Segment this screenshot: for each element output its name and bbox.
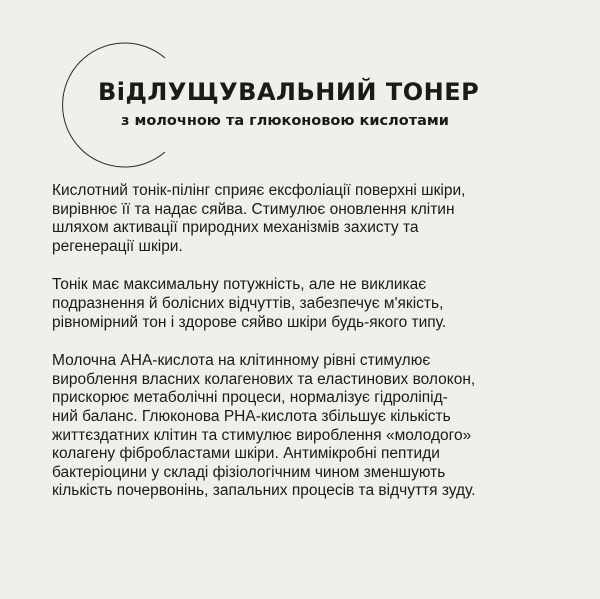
text-line: Тонік має максимальну потужність, але не викликає: [52, 276, 427, 294]
text-line: Кислотний тонік-пілінг сприяє ексфоліації поверхні шкіри,: [52, 182, 466, 199]
text-line: бактеріоцини у складі фізіологічним чином зменшують: [52, 463, 446, 481]
text-line: шляхом активації природних механізмів захисту та: [52, 219, 419, 237]
paragraph-acids: [52, 352, 572, 501]
page-title: BiДЛУЩУВАЛЬНИЙ ТОНЕР: [98, 78, 480, 106]
header: [98, 78, 479, 130]
paragraph-potency: [52, 276, 572, 332]
text-line: рівномірний тон і здорове сяйво шкіри будь-якого типу.: [52, 313, 447, 331]
text-line: життєздатних клітин та стимулює вироблення «молодого»: [52, 426, 472, 444]
text-line: подразнення й болісних відчуттів, забезпечує м'якість,: [52, 294, 444, 312]
text-line: ний баланс. Глюконова РНА-кислота збільшує кількість: [52, 407, 451, 425]
text-line: прискорює метаболічні процеси, нормалізує гідроліпід-: [52, 389, 448, 407]
text-line: вироблення власних колагенових та еластинових волокон,: [52, 370, 476, 388]
text-line: кількість почервонінь, запальних процесів та відчуття зуду.: [52, 482, 476, 500]
text-line: вирівнює її та надає сяйва. Стимулює оновлення клітин: [52, 200, 455, 218]
paragraph-exfoliation: [52, 182, 572, 256]
text-line: колагену фібробластами шкіри. Антимікробні пептиди: [52, 445, 440, 463]
text-line: Молочна АНА-кислота на клітинному рівні стимулює: [52, 352, 431, 370]
page-subtitle: з молочною та глюконовою кислотами: [121, 113, 449, 129]
description-body: [52, 182, 572, 521]
text-line: регенерації шкіри.: [52, 237, 183, 255]
